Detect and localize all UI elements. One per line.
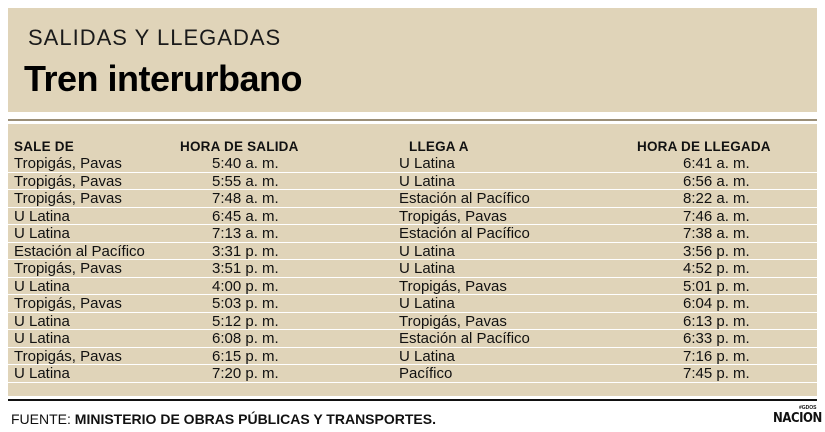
- row-hora-de-llegada: 6:04 p. m.: [683, 295, 750, 312]
- row-hora-de-salida: 5:40 a. m.: [212, 155, 279, 172]
- row-llega-a: Estación al Pacífico: [399, 190, 530, 207]
- row-hora-de-llegada: 8:22 a. m.: [683, 190, 750, 207]
- logo-small-text: #GDOS: [799, 405, 817, 411]
- row-hora-de-llegada: 7:16 p. m.: [683, 347, 750, 365]
- row-hora-de-llegada: 6:13 p. m.: [683, 312, 750, 330]
- header-subtitle: SALIDAS Y LLEGADAS: [28, 25, 282, 50]
- row-hora-de-llegada: 6:41 a. m.: [683, 155, 750, 172]
- row-hora-de-salida: 6:45 a. m.: [212, 207, 279, 225]
- table-row: [8, 348, 817, 366]
- row-hora-de-llegada: 5:01 p. m.: [683, 277, 750, 295]
- header-panel: [8, 8, 817, 112]
- row-sale-de: Tropigás, Pavas: [14, 295, 122, 312]
- row-hora-de-llegada: 6:56 a. m.: [683, 172, 750, 190]
- row-llega-a: U Latina: [399, 242, 455, 260]
- row-llega-a: U Latina: [399, 260, 455, 277]
- row-llega-a: Tropigás, Pavas: [399, 207, 507, 225]
- row-llega-a: U Latina: [399, 155, 455, 172]
- table-body: [8, 155, 817, 383]
- header-title: Tren interurbano: [24, 58, 303, 99]
- table-row: [8, 295, 817, 313]
- bottom-divider: [8, 399, 817, 401]
- row-llega-a: Tropigás, Pavas: [399, 277, 507, 295]
- row-hora-de-llegada: 7:38 a. m.: [683, 225, 750, 242]
- row-sale-de: U Latina: [14, 225, 70, 242]
- row-hora-de-llegada: 3:56 p. m.: [683, 242, 750, 260]
- table-row: [8, 208, 817, 226]
- table-row: [8, 365, 817, 383]
- table-row: [8, 278, 817, 296]
- row-hora-de-llegada: 6:33 p. m.: [683, 330, 750, 347]
- column-header-llega-a: LLEGA A: [409, 139, 469, 154]
- row-sale-de: U Latina: [14, 312, 70, 330]
- row-hora-de-salida: 6:15 p. m.: [212, 347, 279, 365]
- row-hora-de-salida: 6:08 p. m.: [212, 330, 279, 347]
- table-row: [8, 155, 817, 173]
- row-hora-de-salida: 5:12 p. m.: [212, 312, 279, 330]
- table-row: [8, 260, 817, 278]
- row-hora-de-salida: 7:20 p. m.: [212, 365, 279, 382]
- row-llega-a: Estación al Pacífico: [399, 225, 530, 242]
- table-row: [8, 190, 817, 208]
- row-hora-de-llegada: 4:52 p. m.: [683, 260, 750, 277]
- row-hora-de-llegada: 7:45 p. m.: [683, 365, 750, 382]
- column-header-hora-de-salida: HORA DE SALIDA: [180, 139, 299, 154]
- row-llega-a: Estación al Pacífico: [399, 330, 530, 347]
- source-text: MINISTERIO DE OBRAS PÚBLICAS Y TRANSPORTES.: [74, 411, 436, 427]
- row-hora-de-salida: 3:31 p. m.: [212, 242, 279, 260]
- row-sale-de: Tropigás, Pavas: [14, 155, 122, 172]
- row-hora-de-salida: 5:55 a. m.: [212, 172, 279, 190]
- table-row: [8, 330, 817, 348]
- row-sale-de: Tropigás, Pavas: [14, 190, 122, 207]
- row-sale-de: U Latina: [14, 365, 70, 382]
- row-sale-de: U Latina: [14, 207, 70, 225]
- row-llega-a: Tropigás, Pavas: [399, 312, 507, 330]
- table-header: [8, 136, 817, 156]
- row-sale-de: Tropigás, Pavas: [14, 172, 122, 190]
- table-row: [8, 225, 817, 243]
- column-header-sale-de: SALE DE: [14, 139, 74, 154]
- table-row: [8, 313, 817, 331]
- row-hora-de-salida: 7:13 a. m.: [212, 225, 279, 242]
- source-label: FUENTE:: [11, 411, 75, 427]
- row-llega-a: U Latina: [399, 172, 455, 190]
- table-row: [8, 173, 817, 191]
- source-footer: [11, 411, 436, 427]
- row-sale-de: U Latina: [14, 330, 70, 347]
- row-sale-de: U Latina: [14, 277, 70, 295]
- logo-name: NACION: [773, 411, 822, 426]
- row-sale-de: Tropigás, Pavas: [14, 260, 122, 277]
- table-row: [8, 243, 817, 261]
- row-llega-a: Pacífico: [399, 365, 453, 382]
- row-llega-a: U Latina: [399, 295, 455, 312]
- top-divider: [8, 119, 817, 121]
- row-hora-de-salida: 3:51 p. m.: [212, 260, 279, 277]
- row-llega-a: U Latina: [399, 347, 455, 365]
- row-hora-de-salida: 4:00 p. m.: [212, 277, 279, 295]
- row-hora-de-salida: 5:03 p. m.: [212, 295, 279, 312]
- column-header-hora-de-llegada: HORA DE LLEGADA: [637, 139, 771, 154]
- schedule-table: [8, 124, 817, 396]
- row-sale-de: Tropigás, Pavas: [14, 347, 122, 365]
- row-hora-de-salida: 7:48 a. m.: [212, 190, 279, 207]
- publication-logo: [771, 405, 822, 427]
- row-hora-de-llegada: 7:46 a. m.: [683, 207, 750, 225]
- row-sale-de: Estación al Pacífico: [14, 242, 145, 260]
